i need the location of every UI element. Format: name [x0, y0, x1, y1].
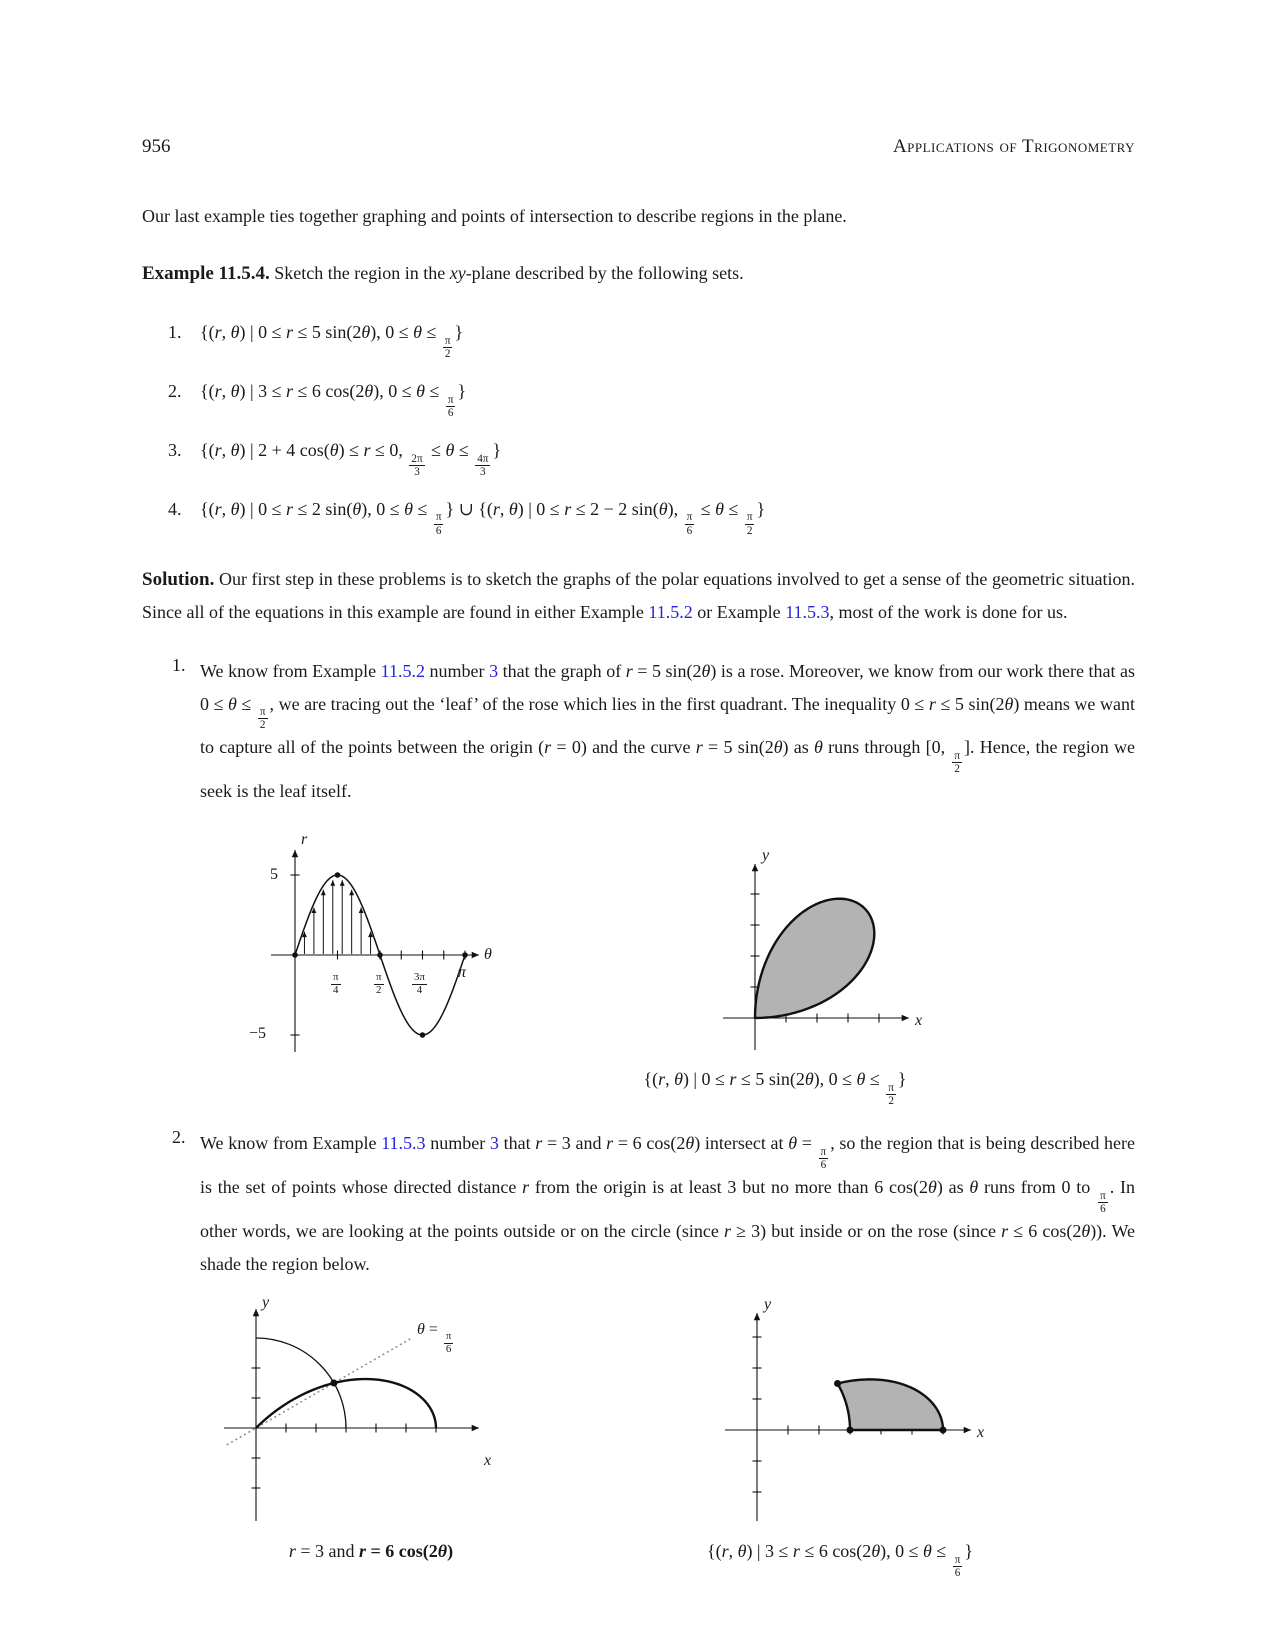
fraction: $\frac{\pi}{2}$ [954, 750, 961, 776]
set-item-3 [142, 432, 1135, 478]
cross-reference-link[interactable]: 3 [489, 660, 499, 681]
fraction: $\frac{\pi}{2}$ [746, 511, 753, 537]
text-segment: θ [417, 1321, 425, 1339]
text-segment: θ [804, 1069, 814, 1090]
text-segment: r [625, 660, 633, 681]
text-segment: , [499, 498, 509, 519]
text-segment: , [221, 322, 231, 342]
text-segment: θ [445, 439, 455, 460]
theta-tick-label-pi: π [458, 964, 467, 982]
text-segment: ) | 2 + 4 cos( [239, 439, 330, 460]
text-segment: )). We shade the region below. [200, 1221, 1136, 1275]
text-segment: θ [701, 660, 711, 681]
fraction: $\frac{\pi}{2}$ [444, 334, 451, 360]
text-segment: -plane described by the following sets. [465, 263, 744, 283]
text-segment: θ [230, 380, 240, 401]
set-number: 4. [168, 498, 182, 519]
set-item-4 [142, 491, 1135, 537]
text-segment: θ [923, 1541, 932, 1562]
text-segment: = [797, 1133, 817, 1154]
y-axis-label: y [762, 847, 770, 865]
r-axis-label: r [301, 831, 308, 849]
circle-and-rose-plot [216, 1295, 526, 1529]
text-segment: θ [856, 1069, 866, 1090]
text-segment: Our first step in these problems is to sketch the graphs of the polar equations involved to get a sense of the geometric situation. Since all of the equations in this example are found in either Example [142, 568, 1136, 622]
item-number: 2. [172, 1127, 186, 1148]
cross-reference-link[interactable]: 11.5.3 [381, 1133, 426, 1154]
text-segment: r [928, 693, 936, 714]
text-segment: {( [200, 439, 215, 460]
text-segment: ) as [782, 737, 815, 758]
text-segment: θ [871, 1541, 881, 1562]
text-segment: r [214, 498, 222, 519]
text-segment: r [285, 380, 293, 401]
cross-reference-link[interactable]: 11.5.3 [785, 601, 830, 622]
y-axis-label: y [262, 1294, 270, 1312]
text-segment: , [665, 1069, 675, 1090]
set-formula [200, 432, 501, 478]
text-segment: θ [773, 737, 783, 758]
text-segment: θ [1081, 1221, 1091, 1242]
fraction: $\frac{3\pi}{4}$ [414, 970, 425, 996]
rose-leaf-canvas [690, 820, 940, 1057]
text-segment: = 3 and [542, 1133, 607, 1154]
sine-curve-plot-canvas [240, 820, 490, 1057]
example-heading [142, 257, 1135, 290]
cross-reference-link[interactable]: 11.5.2 [648, 601, 693, 622]
text-segment: ≤ [236, 693, 256, 714]
text-segment: θ [416, 380, 425, 401]
set-item-2 [142, 373, 1135, 419]
text-segment: r [214, 439, 222, 460]
text-segment: r [214, 322, 222, 342]
text-segment: θ [364, 380, 374, 401]
text-segment: = 6 cos(2 [613, 1133, 686, 1154]
text-segment: ) intersect at [694, 1133, 789, 1154]
solution-text [142, 569, 1135, 622]
text-segment: from the origin is at least 3 but no more than 6 cos(2 [529, 1177, 929, 1198]
ray-label-theta-pi-over-6 [417, 1322, 455, 1356]
text-segment: ), [667, 498, 683, 519]
text-segment: r [606, 1133, 614, 1154]
text-segment: = [424, 1321, 442, 1339]
r-tick-label-5: 5 [270, 866, 278, 884]
text-segment: ≤ 6 cos(2 [293, 380, 365, 401]
text-segment: ]. Hence, the region we seek is the leaf itself. [200, 737, 1135, 802]
set-formula [200, 314, 463, 360]
set-item-1 [142, 314, 1135, 360]
set-formula [200, 491, 765, 537]
page-header [142, 136, 1135, 158]
item-number: 1. [172, 654, 186, 675]
text-segment: θ [404, 498, 413, 519]
text-segment: } [454, 322, 464, 342]
fraction: $\frac{\pi}{6}$ [445, 1330, 452, 1356]
text-segment: θ [228, 693, 237, 714]
fraction: $\frac{\pi}{2}$ [376, 970, 382, 996]
shaded-region-canvas [680, 1295, 1000, 1529]
fraction: $\frac{\pi}{6}$ [820, 1146, 827, 1172]
text-segment: {( [706, 1541, 722, 1562]
text-segment: r [792, 1541, 800, 1562]
text-segment: ≤ [426, 439, 446, 460]
text-segment: } [457, 380, 467, 401]
figure-1-right-column [643, 820, 940, 1108]
text-segment: Sketch the region in the [274, 263, 450, 283]
text-segment: r [492, 498, 500, 519]
r-tick-label-minus-5: −5 [249, 1025, 267, 1043]
theta-r-plane-plot [240, 820, 490, 1057]
page-number: 956 [142, 136, 171, 157]
text-segment: or Example [692, 601, 786, 622]
text-segment: number [425, 1133, 490, 1154]
figure-2-right-caption [707, 1535, 973, 1579]
cross-reference-link[interactable]: 3 [489, 1133, 499, 1154]
text-segment: ≤ [723, 498, 743, 519]
text-segment: r [658, 1069, 666, 1090]
running-header: Applications of Trigonometry [892, 136, 1135, 157]
rose-leaf-region-plot [690, 820, 940, 1057]
text-segment: ≤ 6 cos(2 [1008, 1221, 1082, 1242]
item-2-text [200, 1133, 1135, 1274]
text-segment: , [221, 380, 231, 401]
text-segment: ), 0 ≤ [370, 322, 414, 342]
text-segment: ≤ 5 sin(2 [935, 693, 1005, 714]
text-segment: = 0) and the curve [551, 737, 696, 758]
figure-1-caption [643, 1063, 906, 1107]
text-segment: r [363, 439, 371, 460]
text-segment: ≤ 0, [370, 439, 408, 460]
fraction: $\frac{\pi}{6}$ [435, 511, 442, 537]
text-segment: ) is a rose. Moreover, we know from our work there that as 0 ≤ [200, 660, 1135, 714]
solution-paragraph [142, 563, 1135, 629]
x-axis-label: x [977, 1424, 985, 1442]
text-segment: θ [685, 1133, 695, 1154]
text-segment: , so the region that is being described here is the set of points whose directed distance [200, 1133, 1136, 1198]
text-segment: ≤ [931, 1541, 951, 1562]
example-label: Example 11.5.4. [142, 263, 270, 284]
figure-row-1 [200, 820, 1135, 1107]
text-segment: = 5 sin(2 [632, 660, 702, 681]
text-segment: ) | 0 ≤ [682, 1069, 730, 1090]
text-segment: {( [200, 498, 215, 519]
text-segment: ) | 0 ≤ [239, 498, 286, 519]
set-number: 2. [168, 380, 182, 401]
intro-paragraph: Our last example ties together graphing and points of intersection to describe regions in the plane. [142, 206, 847, 226]
fraction: $\frac{\pi}{4}$ [333, 970, 339, 996]
text-segment: ) ≤ [338, 439, 364, 460]
text-segment: ), 0 ≤ [880, 1541, 924, 1562]
text-segment: runs through [0, [822, 737, 951, 758]
text-segment: θ [715, 498, 724, 519]
set-formula [200, 373, 466, 419]
example-text [274, 263, 743, 283]
text-segment: θ [814, 737, 823, 758]
set-number: 1. [168, 322, 182, 342]
text-segment: θ [928, 1177, 937, 1198]
text-segment: ≤ 6 cos(2 [799, 1541, 872, 1562]
text-segment: r [695, 737, 703, 758]
text-segment: θ [508, 498, 518, 519]
text-segment: , we are tracing out the ‘leaf’ of the rose which lies in the first quadrant. The inequality 0 ≤ [269, 693, 929, 714]
text-segment: ≤ 2 sin( [293, 498, 353, 519]
theta-tick-label-pi-over-2 [372, 962, 386, 996]
text-segment: ≤ [412, 498, 432, 519]
text-segment: θ [1004, 693, 1014, 714]
text-segment: θ [413, 322, 422, 342]
text-segment: r [729, 1069, 737, 1090]
text-segment: = 3 and [295, 1541, 360, 1562]
text-segment: ≤ 2 − 2 sin( [571, 498, 659, 519]
text-segment: {( [643, 1069, 659, 1090]
text-segment: θ [674, 1069, 683, 1090]
text-segment: ) | 3 ≤ [239, 380, 286, 401]
text-segment: We know from Example [200, 660, 381, 681]
cross-reference-link[interactable]: 11.5.2 [380, 660, 426, 681]
text-segment: θ [230, 498, 240, 519]
text-segment: θ [737, 1541, 747, 1562]
figure-2-right-column [680, 1295, 1000, 1579]
text-segment: {( [200, 380, 215, 401]
text-segment: θ [352, 498, 362, 519]
text-segment: , most of the work is done for us. [829, 601, 1068, 622]
text-segment: θ [361, 322, 371, 342]
text-segment: ) [447, 1541, 454, 1562]
fraction: $\frac{\pi}{2}$ [888, 1082, 894, 1108]
text-segment: , [221, 439, 231, 460]
x-axis-label: x [484, 1452, 492, 1470]
set-number: 3. [168, 439, 182, 460]
text-segment: ≤ [865, 1069, 885, 1090]
item-body [200, 655, 1135, 1108]
text-segment: r [535, 1133, 543, 1154]
text-segment: ) | 0 ≤ [517, 498, 565, 519]
text-segment: ≤ [421, 322, 441, 342]
text-segment: ) | 3 ≤ [746, 1541, 793, 1562]
fraction: $\frac{\pi}{6}$ [447, 393, 454, 419]
fraction: $\frac{2\pi}{3}$ [411, 452, 423, 478]
text-segment: . In other words, we are looking at the points outside or on the circle (since [200, 1177, 1135, 1242]
item-1-text [200, 661, 1135, 802]
text-segment: ) means we want to capture all of the points between the origin ( [200, 693, 1135, 758]
text-segment: θ [658, 498, 668, 519]
text-segment: } [756, 498, 766, 519]
text-segment: } ∪ {( [445, 498, 493, 519]
text-segment: ), 0 ≤ [813, 1069, 857, 1090]
text-segment: number [425, 660, 490, 681]
text-segment: r [285, 498, 293, 519]
figure-2-left-caption [289, 1535, 453, 1568]
text-segment: that the graph of [498, 660, 626, 681]
text-segment: , [221, 498, 231, 519]
text-segment: θ [437, 1541, 448, 1562]
text-segment: r [1001, 1221, 1009, 1242]
solution-label: Solution. [142, 568, 215, 590]
circle-rose-canvas [216, 1295, 526, 1529]
text-segment: r [724, 1221, 732, 1242]
text-segment: } [964, 1541, 974, 1562]
text-segment: ≤ 5 sin(2 [293, 322, 362, 342]
text-segment: θ [788, 1133, 798, 1154]
text-segment: θ [230, 322, 240, 342]
text-segment: r [721, 1541, 729, 1562]
text-segment: {( [200, 322, 215, 342]
text-segment: ) as [936, 1177, 970, 1198]
text-segment: r [522, 1177, 530, 1198]
text-segment: r [285, 322, 293, 342]
text-segment: ≤ 5 sin(2 [736, 1069, 805, 1090]
item-body [200, 1127, 1135, 1579]
figure-row-2 [200, 1295, 1135, 1579]
text-segment: ), 0 ≤ [361, 498, 405, 519]
text-segment: θ [969, 1177, 979, 1198]
set-list [142, 314, 1135, 537]
text-segment: ≤ [696, 498, 716, 519]
text-segment: ≤ [454, 439, 474, 460]
text-segment: } [897, 1069, 907, 1090]
text-segment: xy [449, 263, 466, 283]
text-segment: ≤ [424, 380, 444, 401]
theta-axis-label: θ [484, 946, 492, 964]
text-segment: ), 0 ≤ [373, 380, 417, 401]
x-axis-label: x [915, 1012, 923, 1030]
text-segment: ) | 0 ≤ [239, 322, 286, 342]
text-segment: ≥ 3) but inside or on the rose (since [731, 1221, 1002, 1242]
shaded-region-plot [680, 1295, 1000, 1529]
fraction: $\frac{\pi}{6}$ [954, 1553, 961, 1579]
fraction: $\frac{4\pi}{3}$ [477, 452, 489, 478]
text-segment: , [728, 1541, 738, 1562]
text-segment: r [359, 1541, 367, 1562]
fraction: $\frac{\pi}{6}$ [1100, 1189, 1106, 1215]
theta-tick-label-pi-over-4 [329, 962, 343, 996]
solution-item-1 [142, 655, 1135, 1108]
text-segment: r [214, 380, 222, 401]
y-axis-label: y [764, 1296, 772, 1314]
text-segment: = 6 cos(2 [366, 1541, 438, 1562]
fraction: $\frac{\pi}{6}$ [686, 511, 693, 537]
figure-2-left-column [216, 1295, 526, 1568]
text-segment: We know from Example [200, 1133, 382, 1154]
text-segment: θ [329, 439, 339, 460]
text-segment: θ [230, 439, 240, 460]
text-segment: that [498, 1133, 536, 1154]
text-segment: r [288, 1541, 296, 1562]
text-segment: r [544, 737, 552, 758]
fraction: $\frac{\pi}{2}$ [259, 706, 266, 732]
solution-item-2 [142, 1127, 1135, 1579]
text-segment: runs from 0 to [978, 1177, 1097, 1198]
text-segment: r [564, 498, 572, 519]
text-segment: = 5 sin(2 [702, 737, 774, 758]
theta-tick-label-3pi-over-4 [410, 962, 429, 996]
text-segment: } [492, 439, 502, 460]
